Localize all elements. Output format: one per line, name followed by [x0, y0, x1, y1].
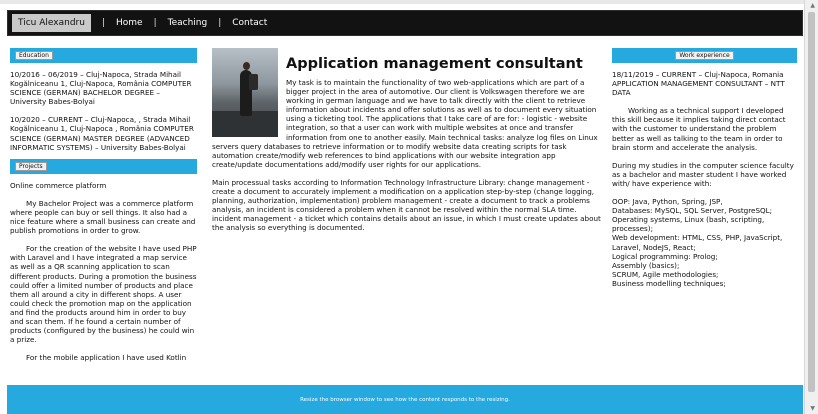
top-navbar: [7, 10, 803, 36]
job-tasks: Main processual tasks according to Information Technology Infrastructure Library: change management - create a document to accurately implement a modification on a application step-by-step (change logging, planning, authorization, implementation) problem management - create a document to track a problems analysis, an incident is considered a problem when it cannot be resolved within the normal SLA time. incident management - a ticket which contains details about an issue, in which I must create updates about the analysis so everything is documented.: [212, 177, 601, 233]
work-entry: 18/11/2019 – CURRENT – Cluj-Napoca, Romania APPLICATION MANAGEMENT CONSULTANT – NTT DATA: [612, 70, 785, 98]
skill-item: Web development: HTML, CSS, PHP, JavaScript, Laravel, NodeJS, React;: [612, 233, 783, 252]
photo-head: [243, 62, 250, 70]
footer-text: Resize the browser window to see how the content responds to the resizing.: [300, 396, 510, 403]
skill-item: Assembly (basics);: [612, 260, 680, 270]
skill-item: OOP: Java, Python, Spring, JSP,: [612, 197, 723, 207]
page-title: Application management consultant: [286, 56, 583, 72]
scrollbar-thumb[interactable]: [808, 12, 815, 392]
education-entry: 10/2016 – 06/2019 – Cluj-Napoca, Strada Mihail Kogălniceanu 1, Cluj-Napoca, România COMPUTER SCIENCE (GERMAN) BACHELOR DEGREE – University Babes-Bolyai: [10, 70, 192, 107]
left-column: [10, 48, 197, 376]
education-label: Education: [15, 51, 53, 60]
nav-link-contact[interactable]: Contact: [232, 18, 268, 28]
photo-backpack: [249, 74, 258, 90]
nav-separator: |: [153, 18, 157, 28]
skill-item: SCRUM, Agile methodologies;: [612, 269, 719, 279]
work-paragraph: During my studies in the computer science faculty as a bachelor and master student I have worked with/ have experience with:: [612, 160, 794, 188]
projects-label: Projects: [15, 162, 47, 171]
right-column: [612, 48, 797, 288]
project-paragraph: For the creation of the website I have used PHP with Laravel and I have integrated a map service as well as a QR scanning application to scan different products. During a promotion the business could offer a limited number of products and place them all around a city in different shops. A user could check the promotion map on the application and find the products around him in order to buy and scan them. If he found a certain number of products (configured by the business) he could win a prize.: [10, 244, 197, 345]
skill-item: Logical programming: Prolog;: [612, 251, 718, 261]
project-paragraph: My Bachelor Project was a commerce platform where people can buy or sell things. It also had a nice feature where a small business can create and publish promotions in order to grow.: [10, 198, 196, 236]
nav-separator: |: [101, 18, 105, 28]
skill-item: Operating systems, Linux (bash, scripting, processes);: [612, 215, 765, 234]
education-header: [10, 48, 197, 63]
nav-link-home[interactable]: Home: [115, 18, 143, 28]
center-column: [212, 48, 602, 233]
work-experience-label: Work experience: [675, 51, 733, 60]
skills-list: [612, 197, 797, 288]
work-experience-header: [612, 48, 797, 63]
education-entry: 10/2020 – CURRENT – Cluj-Napoca, , Strada Mihail Kogălniceanu 1, Cluj-Napoca , România COMPUTER SCIENCE (GERMAN) MASTER DEGREE (ADVANCED INFORMATIC SYSTEMS) – University Babes-Bolyai: [10, 115, 194, 152]
footer: [7, 385, 803, 414]
nav-separator: |: [218, 18, 222, 28]
nav-link-teaching[interactable]: Teaching: [167, 18, 208, 28]
projects-header: [10, 159, 197, 174]
scroll-down-arrow-icon[interactable]: ▼: [810, 405, 815, 412]
vertical-scrollbar[interactable]: [804, 0, 818, 414]
job-description: My task is to maintain the functionality of two web-applications which are part of a bigger project in the area of automotive. Our client is Volkswagen therefore we are working in german language and we have to talk directly with the client to retrieve information about incidents and offer solutions as well as to document every situation using a ticketing tool. The applications that I take care of are for: - logistic - website integration, so that a user can work with multiple websites at once and transfer information from one to another easily. Main technical tasks: analyze log files on Linux servers query databases to retrieve information or to modify website data creating scripts for task automation create/modify web references to bind applications with our website integration app create/update documentations add/modify user rights for our applications.: [212, 78, 598, 169]
project-paragraph: For the mobile application I have used Kotlin: [26, 353, 187, 363]
scroll-up-arrow-icon[interactable]: ▲: [810, 2, 815, 9]
work-paragraph: Working as a technical support I developed this skill because it implies taking direct contact with the customer to understand the problem better as well as talking to the team in order to brain storm and accelerate the analysis.: [612, 106, 786, 152]
project-title: Online commerce platform: [10, 180, 107, 190]
nav-brand[interactable]: Ticu Alexandru: [12, 14, 91, 32]
browser-frame-top: [0, 0, 818, 4]
skill-item: Databases: MySQL, SQL Server, PostgreSQL;: [612, 206, 773, 216]
profile-photo: [212, 48, 278, 137]
skill-item: Business modelling techniques;: [612, 278, 726, 288]
